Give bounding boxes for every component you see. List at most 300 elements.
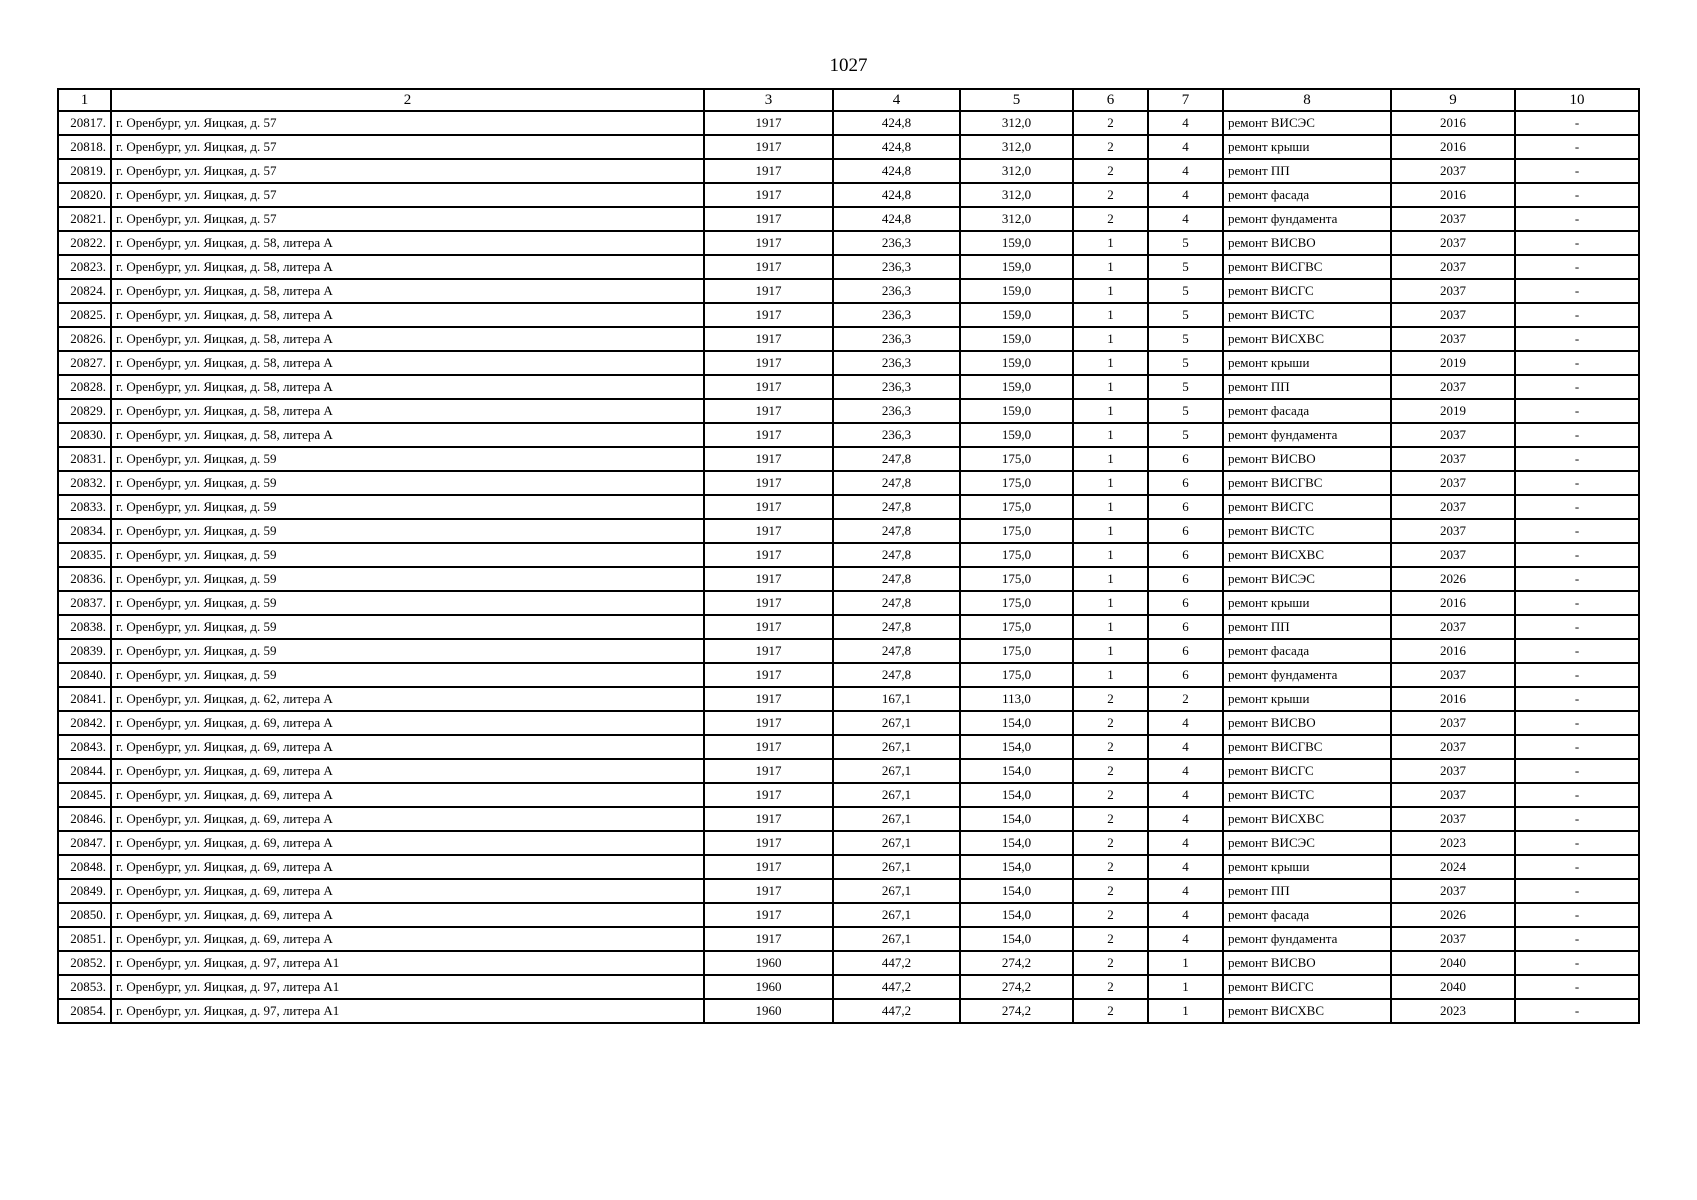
address-cell: г. Оренбург, ул. Яицкая, д. 58, литера А: [111, 375, 704, 399]
planned-year-cell: 2037: [1391, 927, 1515, 951]
row-number-cell: 20834.: [58, 519, 111, 543]
address-cell: г. Оренбург, ул. Яицкая, д. 59: [111, 663, 704, 687]
table-row: [58, 639, 1639, 663]
table-row: [58, 327, 1639, 351]
planned-year-cell: 2037: [1391, 159, 1515, 183]
row-number-cell: 20826.: [58, 327, 111, 351]
work-type-cell: ремонт ВИСГС: [1223, 759, 1391, 783]
address-cell: г. Оренбург, ул. Яицкая, д. 69, литера А: [111, 927, 704, 951]
row-number-cell: 20846.: [58, 807, 111, 831]
work-type-cell: ремонт крыши: [1223, 687, 1391, 711]
table-row: [58, 711, 1639, 735]
note-cell: -: [1515, 447, 1639, 471]
table-row: [58, 423, 1639, 447]
table-row: [58, 543, 1639, 567]
table-row: [58, 495, 1639, 519]
address-cell: г. Оренбург, ул. Яицкая, д. 58, литера А: [111, 231, 704, 255]
note-cell: -: [1515, 279, 1639, 303]
year-built-cell: 1917: [704, 111, 833, 135]
address-cell: г. Оренбург, ул. Яицкая, д. 58, литера А: [111, 351, 704, 375]
year-built-cell: 1917: [704, 423, 833, 447]
planned-year-cell: 2040: [1391, 975, 1515, 999]
note-cell: -: [1515, 999, 1639, 1023]
floors-cell: 2: [1073, 903, 1148, 927]
work-type-cell: ремонт фасада: [1223, 903, 1391, 927]
address-cell: г. Оренбург, ул. Яицкая, д. 58, литера А: [111, 423, 704, 447]
note-cell: -: [1515, 591, 1639, 615]
living-area-cell: 312,0: [960, 207, 1073, 231]
floors-cell: 1: [1073, 351, 1148, 375]
living-area-cell: 175,0: [960, 567, 1073, 591]
address-cell: г. Оренбург, ул. Яицкая, д. 58, литера А: [111, 279, 704, 303]
planned-year-cell: 2037: [1391, 375, 1515, 399]
row-number-cell: 20848.: [58, 855, 111, 879]
year-built-cell: 1917: [704, 855, 833, 879]
apartments-cell: 4: [1148, 711, 1223, 735]
planned-year-cell: 2016: [1391, 687, 1515, 711]
note-cell: -: [1515, 735, 1639, 759]
note-cell: -: [1515, 759, 1639, 783]
planned-year-cell: 2037: [1391, 207, 1515, 231]
table-row: [58, 903, 1639, 927]
year-built-cell: 1917: [704, 231, 833, 255]
year-built-cell: 1917: [704, 207, 833, 231]
table-row: [58, 999, 1639, 1023]
planned-year-cell: 2024: [1391, 855, 1515, 879]
table-row: [58, 111, 1639, 135]
work-type-cell: ремонт ВИСТС: [1223, 303, 1391, 327]
year-built-cell: 1917: [704, 639, 833, 663]
planned-year-cell: 2037: [1391, 279, 1515, 303]
planned-year-cell: 2037: [1391, 447, 1515, 471]
total-area-cell: 247,8: [833, 639, 960, 663]
total-area-cell: 247,8: [833, 663, 960, 687]
row-number-cell: 20851.: [58, 927, 111, 951]
table-row: [58, 183, 1639, 207]
note-cell: -: [1515, 375, 1639, 399]
total-area-cell: 267,1: [833, 711, 960, 735]
column-header: 10: [1515, 89, 1639, 111]
living-area-cell: 159,0: [960, 375, 1073, 399]
work-type-cell: ремонт ПП: [1223, 615, 1391, 639]
table-row: [58, 207, 1639, 231]
living-area-cell: 154,0: [960, 855, 1073, 879]
floors-cell: 2: [1073, 183, 1148, 207]
floors-cell: 1: [1073, 495, 1148, 519]
table-row: [58, 975, 1639, 999]
note-cell: -: [1515, 951, 1639, 975]
year-built-cell: 1917: [704, 903, 833, 927]
table-row: [58, 735, 1639, 759]
note-cell: -: [1515, 687, 1639, 711]
floors-cell: 2: [1073, 759, 1148, 783]
total-area-cell: 236,3: [833, 303, 960, 327]
address-cell: г. Оренбург, ул. Яицкая, д. 59: [111, 639, 704, 663]
table-row: [58, 879, 1639, 903]
apartments-cell: 5: [1148, 351, 1223, 375]
column-header: 9: [1391, 89, 1515, 111]
floors-cell: 1: [1073, 231, 1148, 255]
note-cell: -: [1515, 207, 1639, 231]
living-area-cell: 274,2: [960, 999, 1073, 1023]
year-built-cell: 1917: [704, 471, 833, 495]
living-area-cell: 274,2: [960, 975, 1073, 999]
apartments-cell: 5: [1148, 303, 1223, 327]
living-area-cell: 154,0: [960, 903, 1073, 927]
note-cell: -: [1515, 879, 1639, 903]
address-cell: г. Оренбург, ул. Яицкая, д. 57: [111, 111, 704, 135]
table-row: [58, 447, 1639, 471]
living-area-cell: 312,0: [960, 111, 1073, 135]
apartments-cell: 5: [1148, 399, 1223, 423]
year-built-cell: 1917: [704, 615, 833, 639]
address-cell: г. Оренбург, ул. Яицкая, д. 59: [111, 495, 704, 519]
work-type-cell: ремонт ВИСВО: [1223, 951, 1391, 975]
table-row: [58, 687, 1639, 711]
note-cell: -: [1515, 807, 1639, 831]
year-built-cell: 1917: [704, 687, 833, 711]
living-area-cell: 175,0: [960, 519, 1073, 543]
total-area-cell: 247,8: [833, 615, 960, 639]
note-cell: -: [1515, 975, 1639, 999]
table-row: [58, 783, 1639, 807]
column-header: 7: [1148, 89, 1223, 111]
work-type-cell: ремонт ВИСХВС: [1223, 999, 1391, 1023]
floors-cell: 2: [1073, 855, 1148, 879]
living-area-cell: 159,0: [960, 399, 1073, 423]
note-cell: -: [1515, 159, 1639, 183]
total-area-cell: 424,8: [833, 207, 960, 231]
work-type-cell: ремонт ВИСГВС: [1223, 471, 1391, 495]
row-number-cell: 20840.: [58, 663, 111, 687]
floors-cell: 2: [1073, 207, 1148, 231]
table-row: [58, 567, 1639, 591]
total-area-cell: 447,2: [833, 951, 960, 975]
row-number-cell: 20847.: [58, 831, 111, 855]
address-cell: г. Оренбург, ул. Яицкая, д. 97, литера А1: [111, 951, 704, 975]
note-cell: -: [1515, 183, 1639, 207]
table-body: [58, 111, 1639, 1023]
floors-cell: 2: [1073, 711, 1148, 735]
apartments-cell: 1: [1148, 999, 1223, 1023]
planned-year-cell: 2037: [1391, 423, 1515, 447]
year-built-cell: 1917: [704, 303, 833, 327]
planned-year-cell: 2026: [1391, 567, 1515, 591]
year-built-cell: 1917: [704, 351, 833, 375]
row-number-cell: 20850.: [58, 903, 111, 927]
living-area-cell: 113,0: [960, 687, 1073, 711]
apartments-cell: 4: [1148, 879, 1223, 903]
address-cell: г. Оренбург, ул. Яицкая, д. 69, литера А: [111, 855, 704, 879]
work-type-cell: ремонт ВИСТС: [1223, 519, 1391, 543]
work-type-cell: ремонт ПП: [1223, 159, 1391, 183]
floors-cell: 2: [1073, 999, 1148, 1023]
address-cell: г. Оренбург, ул. Яицкая, д. 59: [111, 471, 704, 495]
floors-cell: 1: [1073, 303, 1148, 327]
apartments-cell: 6: [1148, 663, 1223, 687]
living-area-cell: 175,0: [960, 495, 1073, 519]
living-area-cell: 154,0: [960, 831, 1073, 855]
year-built-cell: 1917: [704, 327, 833, 351]
total-area-cell: 236,3: [833, 231, 960, 255]
work-type-cell: ремонт ВИСГВС: [1223, 255, 1391, 279]
note-cell: -: [1515, 711, 1639, 735]
work-type-cell: ремонт крыши: [1223, 855, 1391, 879]
living-area-cell: 159,0: [960, 279, 1073, 303]
year-built-cell: 1917: [704, 495, 833, 519]
address-cell: г. Оренбург, ул. Яицкая, д. 58, литера А: [111, 303, 704, 327]
total-area-cell: 267,1: [833, 927, 960, 951]
apartments-cell: 5: [1148, 255, 1223, 279]
address-cell: г. Оренбург, ул. Яицкая, д. 57: [111, 183, 704, 207]
floors-cell: 1: [1073, 279, 1148, 303]
year-built-cell: 1960: [704, 999, 833, 1023]
apartments-cell: 4: [1148, 903, 1223, 927]
apartments-cell: 2: [1148, 687, 1223, 711]
apartments-cell: 4: [1148, 855, 1223, 879]
living-area-cell: 159,0: [960, 351, 1073, 375]
table-row: [58, 807, 1639, 831]
row-number-cell: 20822.: [58, 231, 111, 255]
column-header: 4: [833, 89, 960, 111]
year-built-cell: 1917: [704, 711, 833, 735]
floors-cell: 2: [1073, 975, 1148, 999]
floors-cell: 1: [1073, 471, 1148, 495]
note-cell: -: [1515, 351, 1639, 375]
work-type-cell: ремонт ВИСВО: [1223, 231, 1391, 255]
row-number-cell: 20825.: [58, 303, 111, 327]
work-type-cell: ремонт фасада: [1223, 399, 1391, 423]
note-cell: -: [1515, 831, 1639, 855]
planned-year-cell: 2037: [1391, 879, 1515, 903]
floors-cell: 1: [1073, 519, 1148, 543]
year-built-cell: 1917: [704, 399, 833, 423]
total-area-cell: 424,8: [833, 111, 960, 135]
total-area-cell: 236,3: [833, 399, 960, 423]
floors-cell: 1: [1073, 447, 1148, 471]
table-row: [58, 351, 1639, 375]
apartments-cell: 4: [1148, 831, 1223, 855]
address-cell: г. Оренбург, ул. Яицкая, д. 69, литера А: [111, 807, 704, 831]
year-built-cell: 1917: [704, 663, 833, 687]
planned-year-cell: 2037: [1391, 327, 1515, 351]
address-cell: г. Оренбург, ул. Яицкая, д. 58, литера А: [111, 327, 704, 351]
work-type-cell: ремонт ПП: [1223, 375, 1391, 399]
apartments-cell: 5: [1148, 279, 1223, 303]
row-number-cell: 20839.: [58, 639, 111, 663]
note-cell: -: [1515, 255, 1639, 279]
year-built-cell: 1917: [704, 159, 833, 183]
total-area-cell: 236,3: [833, 351, 960, 375]
address-cell: г. Оренбург, ул. Яицкая, д. 59: [111, 519, 704, 543]
total-area-cell: 267,1: [833, 879, 960, 903]
living-area-cell: 154,0: [960, 759, 1073, 783]
year-built-cell: 1917: [704, 519, 833, 543]
living-area-cell: 175,0: [960, 639, 1073, 663]
living-area-cell: 154,0: [960, 711, 1073, 735]
row-number-cell: 20843.: [58, 735, 111, 759]
work-type-cell: ремонт фундамента: [1223, 663, 1391, 687]
apartments-cell: 5: [1148, 327, 1223, 351]
address-cell: г. Оренбург, ул. Яицкая, д. 59: [111, 543, 704, 567]
row-number-cell: 20849.: [58, 879, 111, 903]
living-area-cell: 175,0: [960, 591, 1073, 615]
floors-cell: 1: [1073, 591, 1148, 615]
row-number-cell: 20831.: [58, 447, 111, 471]
total-area-cell: 424,8: [833, 159, 960, 183]
apartments-cell: 6: [1148, 639, 1223, 663]
row-number-cell: 20819.: [58, 159, 111, 183]
work-type-cell: ремонт ВИСЭС: [1223, 567, 1391, 591]
living-area-cell: 274,2: [960, 951, 1073, 975]
total-area-cell: 236,3: [833, 255, 960, 279]
note-cell: -: [1515, 327, 1639, 351]
row-number-cell: 20845.: [58, 783, 111, 807]
apartments-cell: 4: [1148, 207, 1223, 231]
note-cell: -: [1515, 111, 1639, 135]
work-type-cell: ремонт фундамента: [1223, 423, 1391, 447]
total-area-cell: 267,1: [833, 807, 960, 831]
apartments-cell: 4: [1148, 927, 1223, 951]
work-type-cell: ремонт ВИСГС: [1223, 279, 1391, 303]
row-number-cell: 20841.: [58, 687, 111, 711]
note-cell: -: [1515, 855, 1639, 879]
total-area-cell: 236,3: [833, 279, 960, 303]
page-number: 1027: [829, 55, 868, 76]
work-type-cell: ремонт ВИСЭС: [1223, 831, 1391, 855]
living-area-cell: 312,0: [960, 183, 1073, 207]
year-built-cell: 1917: [704, 831, 833, 855]
table-row: [58, 255, 1639, 279]
planned-year-cell: 2037: [1391, 543, 1515, 567]
apartments-cell: 4: [1148, 135, 1223, 159]
living-area-cell: 154,0: [960, 783, 1073, 807]
table-row: [58, 279, 1639, 303]
row-number-cell: 20836.: [58, 567, 111, 591]
floors-cell: 1: [1073, 423, 1148, 447]
table-row: [58, 951, 1639, 975]
planned-year-cell: 2037: [1391, 303, 1515, 327]
note-cell: -: [1515, 903, 1639, 927]
floors-cell: 2: [1073, 135, 1148, 159]
table-row: [58, 759, 1639, 783]
table-row: [58, 159, 1639, 183]
total-area-cell: 267,1: [833, 735, 960, 759]
note-cell: -: [1515, 615, 1639, 639]
floors-cell: 1: [1073, 639, 1148, 663]
apartments-cell: 5: [1148, 231, 1223, 255]
living-area-cell: 159,0: [960, 255, 1073, 279]
total-area-cell: 236,3: [833, 327, 960, 351]
planned-year-cell: 2040: [1391, 951, 1515, 975]
year-built-cell: 1917: [704, 183, 833, 207]
note-cell: -: [1515, 471, 1639, 495]
total-area-cell: 247,8: [833, 567, 960, 591]
year-built-cell: 1917: [704, 735, 833, 759]
work-type-cell: ремонт ВИСХВС: [1223, 327, 1391, 351]
apartments-cell: 4: [1148, 735, 1223, 759]
column-header: 3: [704, 89, 833, 111]
floors-cell: 2: [1073, 927, 1148, 951]
living-area-cell: 154,0: [960, 807, 1073, 831]
row-number-cell: 20835.: [58, 543, 111, 567]
work-type-cell: ремонт фасада: [1223, 639, 1391, 663]
year-built-cell: 1917: [704, 279, 833, 303]
year-built-cell: 1917: [704, 375, 833, 399]
year-built-cell: 1917: [704, 807, 833, 831]
apartments-cell: 6: [1148, 495, 1223, 519]
living-area-cell: 312,0: [960, 135, 1073, 159]
work-type-cell: ремонт ВИСГС: [1223, 975, 1391, 999]
row-number-cell: 20844.: [58, 759, 111, 783]
apartments-cell: 4: [1148, 111, 1223, 135]
apartments-cell: 5: [1148, 375, 1223, 399]
total-area-cell: 424,8: [833, 183, 960, 207]
address-cell: г. Оренбург, ул. Яицкая, д. 59: [111, 447, 704, 471]
apartments-cell: 5: [1148, 423, 1223, 447]
apartments-cell: 6: [1148, 615, 1223, 639]
living-area-cell: 175,0: [960, 447, 1073, 471]
planned-year-cell: 2023: [1391, 831, 1515, 855]
work-type-cell: ремонт ВИСХВС: [1223, 543, 1391, 567]
table-row: [58, 591, 1639, 615]
total-area-cell: 247,8: [833, 447, 960, 471]
table-row: [58, 831, 1639, 855]
floors-cell: 1: [1073, 399, 1148, 423]
address-cell: г. Оренбург, ул. Яицкая, д. 58, литера А: [111, 255, 704, 279]
address-cell: г. Оренбург, ул. Яицкая, д. 69, литера А: [111, 735, 704, 759]
planned-year-cell: 2037: [1391, 711, 1515, 735]
table-row: [58, 663, 1639, 687]
floors-cell: 2: [1073, 879, 1148, 903]
planned-year-cell: 2037: [1391, 615, 1515, 639]
work-type-cell: ремонт крыши: [1223, 591, 1391, 615]
living-area-cell: 175,0: [960, 543, 1073, 567]
work-type-cell: ремонт ВИСХВС: [1223, 807, 1391, 831]
note-cell: -: [1515, 783, 1639, 807]
work-type-cell: ремонт ВИСВО: [1223, 711, 1391, 735]
table-row: [58, 519, 1639, 543]
work-type-cell: ремонт фасада: [1223, 183, 1391, 207]
address-cell: г. Оренбург, ул. Яицкая, д. 62, литера А: [111, 687, 704, 711]
apartments-cell: 6: [1148, 543, 1223, 567]
address-cell: г. Оренбург, ул. Яицкая, д. 69, литера А: [111, 711, 704, 735]
planned-year-cell: 2016: [1391, 111, 1515, 135]
note-cell: -: [1515, 663, 1639, 687]
living-area-cell: 159,0: [960, 303, 1073, 327]
column-header: 5: [960, 89, 1073, 111]
table-row: [58, 375, 1639, 399]
apartments-cell: 6: [1148, 471, 1223, 495]
floors-cell: 1: [1073, 327, 1148, 351]
total-area-cell: 267,1: [833, 783, 960, 807]
row-number-cell: 20827.: [58, 351, 111, 375]
floors-cell: 1: [1073, 255, 1148, 279]
year-built-cell: 1917: [704, 255, 833, 279]
row-number-cell: 20828.: [58, 375, 111, 399]
address-cell: г. Оренбург, ул. Яицкая, д. 97, литера А1: [111, 975, 704, 999]
table-row: [58, 615, 1639, 639]
year-built-cell: 1917: [704, 591, 833, 615]
work-type-cell: ремонт фундамента: [1223, 207, 1391, 231]
floors-cell: 2: [1073, 831, 1148, 855]
total-area-cell: 236,3: [833, 423, 960, 447]
floors-cell: 2: [1073, 735, 1148, 759]
apartments-cell: 4: [1148, 783, 1223, 807]
note-cell: -: [1515, 543, 1639, 567]
living-area-cell: 154,0: [960, 735, 1073, 759]
row-number-cell: 20824.: [58, 279, 111, 303]
